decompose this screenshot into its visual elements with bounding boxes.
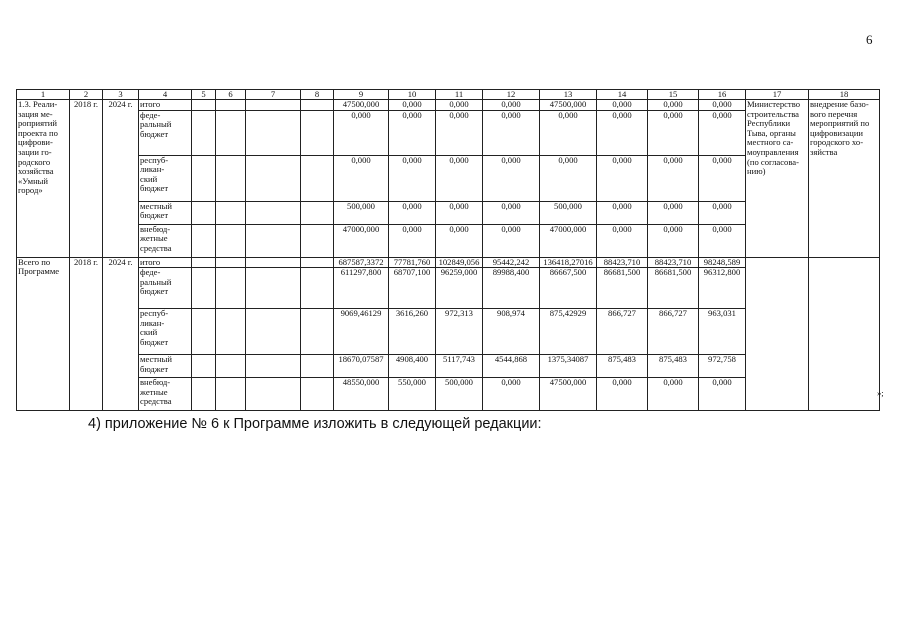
- page-number: 6: [866, 32, 873, 47]
- column-number: 16: [699, 90, 746, 100]
- amount-cell: 0,000: [597, 378, 648, 411]
- amount-cell: 47500,000: [540, 100, 597, 111]
- amount-cell: 0,000: [648, 100, 699, 111]
- amount-cell: 0,000: [648, 155, 699, 201]
- column-number: 14: [597, 90, 648, 100]
- amount-cell: 0,000: [483, 100, 540, 111]
- amount-cell: 963,031: [699, 309, 746, 355]
- amount-cell: 0,000: [699, 378, 746, 411]
- amount-cell: 866,727: [648, 309, 699, 355]
- year-start: 2018 г.: [70, 257, 103, 411]
- empty-cell: [246, 110, 301, 155]
- empty-cell: [216, 110, 246, 155]
- amount-cell: 908,974: [483, 309, 540, 355]
- amount-cell: 611297,800: [334, 268, 389, 309]
- empty-cell: [246, 224, 301, 257]
- amount-cell: 47500,000: [334, 100, 389, 111]
- empty-cell: [301, 201, 334, 224]
- amount-cell: 875,483: [597, 355, 648, 378]
- expected-result: [809, 257, 880, 411]
- empty-cell: [192, 224, 216, 257]
- funding-source: респуб- ликан- ский бюджет: [139, 155, 192, 201]
- amount-cell: 86667,500: [540, 268, 597, 309]
- empty-cell: [192, 268, 216, 309]
- amount-cell: 96259,000: [436, 268, 483, 309]
- amount-cell: 0,000: [540, 155, 597, 201]
- amount-cell: 0,000: [389, 201, 436, 224]
- amount-cell: 0,000: [699, 110, 746, 155]
- column-number: 10: [389, 90, 436, 100]
- amount-cell: 47000,000: [334, 224, 389, 257]
- amount-cell: 500,000: [334, 201, 389, 224]
- header-row: [17, 90, 880, 100]
- empty-cell: [301, 257, 334, 268]
- year-end: 2024 г.: [103, 257, 139, 411]
- amount-cell: 0,000: [597, 110, 648, 155]
- empty-cell: [246, 309, 301, 355]
- amount-cell: 0,000: [483, 201, 540, 224]
- column-number: 18: [809, 90, 880, 100]
- column-number: 6: [216, 90, 246, 100]
- empty-cell: [192, 378, 216, 411]
- amount-cell: 0,000: [389, 110, 436, 155]
- amount-cell: 0,000: [699, 155, 746, 201]
- amount-cell: 0,000: [648, 201, 699, 224]
- empty-cell: [192, 257, 216, 268]
- column-number: 2: [70, 90, 103, 100]
- amount-cell: 96312,800: [699, 268, 746, 309]
- amount-cell: 86681,500: [648, 268, 699, 309]
- empty-cell: [192, 110, 216, 155]
- empty-cell: [301, 224, 334, 257]
- budget-table: [16, 89, 880, 411]
- amount-cell: 0,000: [597, 201, 648, 224]
- column-number: 9: [334, 90, 389, 100]
- year-end: 2024 г.: [103, 100, 139, 258]
- amount-cell: 972,758: [699, 355, 746, 378]
- empty-cell: [192, 201, 216, 224]
- funding-source: местный бюджет: [139, 201, 192, 224]
- activity-name: 1.3. Реали- зация ме- роприятий проекта по цифрови- зации го- родского хозяйства «Умный город»: [17, 100, 70, 258]
- column-number: 7: [246, 90, 301, 100]
- activity-name: Всего по Программе: [17, 257, 70, 411]
- column-number: 13: [540, 90, 597, 100]
- amount-cell: 4544,868: [483, 355, 540, 378]
- amount-cell: 0,000: [334, 155, 389, 201]
- empty-cell: [246, 100, 301, 111]
- executor: Министерство строительства Республики Тыва, органы местного са- моуправления (по согласова- нию): [746, 100, 809, 258]
- empty-cell: [216, 378, 246, 411]
- amount-cell: 0,000: [436, 110, 483, 155]
- amount-cell: 687587,3372: [334, 257, 389, 268]
- amount-cell: 0,000: [436, 201, 483, 224]
- column-number: 12: [483, 90, 540, 100]
- empty-cell: [246, 378, 301, 411]
- empty-cell: [246, 155, 301, 201]
- amount-cell: 98248,589: [699, 257, 746, 268]
- column-number: 1: [17, 90, 70, 100]
- table-row: [17, 257, 880, 268]
- amount-cell: 5117,743: [436, 355, 483, 378]
- column-number: 11: [436, 90, 483, 100]
- empty-cell: [216, 355, 246, 378]
- funding-source: феде- ральный бюджет: [139, 268, 192, 309]
- empty-cell: [301, 268, 334, 309]
- amount-cell: 866,727: [597, 309, 648, 355]
- column-number: 3: [103, 90, 139, 100]
- amount-cell: 9069,46129: [334, 309, 389, 355]
- amendment-text: 4) приложение № 6 к Программе изложить в следующей редакции:: [88, 416, 542, 432]
- amount-cell: 875,42929: [540, 309, 597, 355]
- amount-cell: 89988,400: [483, 268, 540, 309]
- amount-cell: 972,313: [436, 309, 483, 355]
- amount-cell: 102849,056: [436, 257, 483, 268]
- empty-cell: [301, 100, 334, 111]
- empty-cell: [301, 155, 334, 201]
- amount-cell: 0,000: [389, 224, 436, 257]
- amount-cell: 0,000: [699, 201, 746, 224]
- amount-cell: 0,000: [436, 100, 483, 111]
- amount-cell: 0,000: [540, 110, 597, 155]
- funding-source: итого: [139, 100, 192, 111]
- amount-cell: 0,000: [436, 224, 483, 257]
- empty-cell: [246, 201, 301, 224]
- funding-source: респуб- ликан- ский бюджет: [139, 309, 192, 355]
- empty-cell: [301, 378, 334, 411]
- amount-cell: 0,000: [597, 100, 648, 111]
- amount-cell: 0,000: [648, 378, 699, 411]
- amount-cell: 77781,760: [389, 257, 436, 268]
- year-start: 2018 г.: [70, 100, 103, 258]
- amount-cell: 875,483: [648, 355, 699, 378]
- empty-cell: [192, 309, 216, 355]
- amount-cell: 86681,500: [597, 268, 648, 309]
- expected-result: внедрение базо- вого перечня мероприятий по цифровизации городского хо- зяйства: [809, 100, 880, 258]
- column-number: 15: [648, 90, 699, 100]
- amount-cell: 4908,400: [389, 355, 436, 378]
- amount-cell: 0,000: [648, 110, 699, 155]
- amount-cell: 0,000: [699, 224, 746, 257]
- funding-source: внебюд- жетные средства: [139, 378, 192, 411]
- funding-source: феде- ральный бюджет: [139, 110, 192, 155]
- column-number: 17: [746, 90, 809, 100]
- empty-cell: [192, 155, 216, 201]
- funding-source: местный бюджет: [139, 355, 192, 378]
- column-number: 8: [301, 90, 334, 100]
- amount-cell: 0,000: [436, 155, 483, 201]
- column-number: 4: [139, 90, 192, 100]
- empty-cell: [246, 355, 301, 378]
- amount-cell: 48550,000: [334, 378, 389, 411]
- empty-cell: [216, 268, 246, 309]
- amount-cell: 0,000: [389, 155, 436, 201]
- empty-cell: [216, 309, 246, 355]
- amount-cell: 3616,260: [389, 309, 436, 355]
- amount-cell: 0,000: [648, 224, 699, 257]
- empty-cell: [216, 201, 246, 224]
- amount-cell: 136418,27016: [540, 257, 597, 268]
- executor: [746, 257, 809, 411]
- empty-cell: [216, 257, 246, 268]
- amount-cell: 0,000: [483, 224, 540, 257]
- empty-cell: [301, 355, 334, 378]
- amount-cell: 500,000: [436, 378, 483, 411]
- funding-source: внебюд- жетные средства: [139, 224, 192, 257]
- amount-cell: 0,000: [389, 100, 436, 111]
- amount-cell: 0,000: [483, 155, 540, 201]
- table-row: [17, 100, 880, 111]
- empty-cell: [301, 110, 334, 155]
- amount-cell: 1375,34087: [540, 355, 597, 378]
- amount-cell: 88423,710: [597, 257, 648, 268]
- amount-cell: 0,000: [334, 110, 389, 155]
- column-number: 5: [192, 90, 216, 100]
- amount-cell: 0,000: [483, 378, 540, 411]
- amount-cell: 550,000: [389, 378, 436, 411]
- empty-cell: [216, 100, 246, 111]
- empty-cell: [216, 155, 246, 201]
- amount-cell: 47000,000: [540, 224, 597, 257]
- amount-cell: 0,000: [597, 224, 648, 257]
- amount-cell: 47500,000: [540, 378, 597, 411]
- amount-cell: 500,000: [540, 201, 597, 224]
- empty-cell: [301, 309, 334, 355]
- funding-source: итого: [139, 257, 192, 268]
- amount-cell: 0,000: [597, 155, 648, 201]
- empty-cell: [246, 257, 301, 268]
- table-closing-quote: »;: [877, 388, 884, 398]
- empty-cell: [246, 268, 301, 309]
- empty-cell: [192, 100, 216, 111]
- empty-cell: [216, 224, 246, 257]
- amount-cell: 88423,710: [648, 257, 699, 268]
- amount-cell: 95442,242: [483, 257, 540, 268]
- amount-cell: 0,000: [699, 100, 746, 111]
- amount-cell: 18670,07587: [334, 355, 389, 378]
- amount-cell: 0,000: [483, 110, 540, 155]
- empty-cell: [192, 355, 216, 378]
- amount-cell: 68707,100: [389, 268, 436, 309]
